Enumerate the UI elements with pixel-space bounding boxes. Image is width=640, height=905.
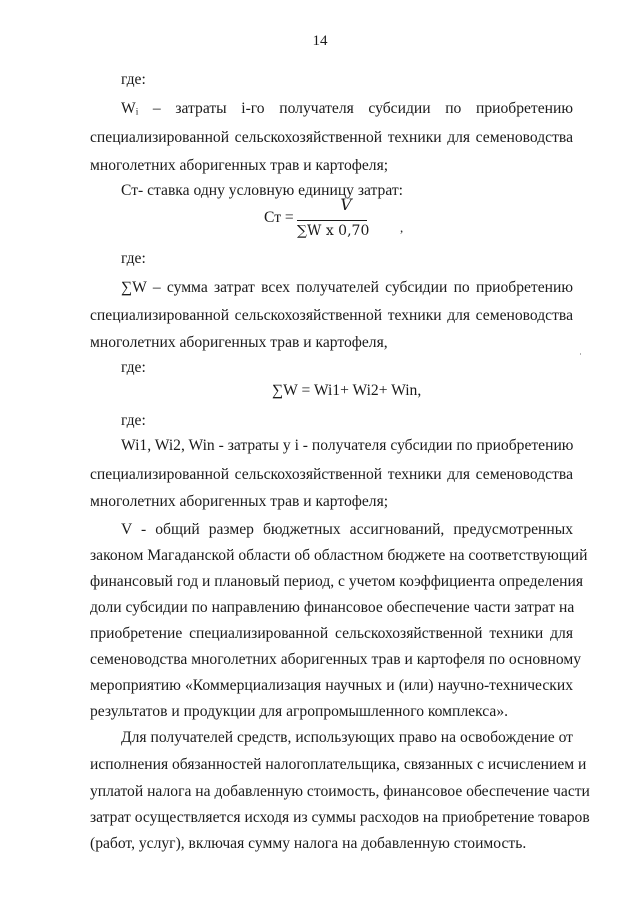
vat-paragraph-line-1: Для получателей средств, использующих право на освобождение от — [121, 729, 573, 746]
vat-paragraph-line-5: (работ, услуг), включая сумму налога на добавленную стоимость. — [90, 835, 527, 852]
ct-definition: Ст- ставка одну условную единицу затрат: — [121, 182, 404, 199]
v-definition-line-3: финансовый год и плановый период, с учетом коэффициента определения — [90, 573, 583, 590]
where-label: где: — [121, 412, 146, 429]
sum-formula: ∑W = Wi1+ Wi2+ Win, — [272, 382, 422, 399]
wi1-definition-line-3: многолетних аборигенных трав и картофеля; — [90, 493, 389, 510]
ct-formula-lhs: Ст = — [264, 209, 294, 226]
ct-formula-trailing: , — [400, 220, 404, 235]
vat-paragraph-line-4: затрат осуществляется исходя из суммы расходов на приобретение товаров — [90, 809, 590, 826]
where-label: где: — [121, 250, 146, 267]
fraction-bar — [297, 220, 367, 221]
scan-speck — [580, 353, 581, 355]
ct-formula-numerator: V — [340, 196, 352, 214]
v-definition-line-4: доли субсидии по направлению финансовое обеспечение части затрат на — [90, 599, 575, 616]
v-definition-line-8: результатов и продукции для агропромышленного комплекса». — [90, 703, 509, 720]
v-definition-line-7: мероприятию «Коммерциализация научных и (или) научно-технических — [90, 677, 573, 694]
ct-formula — [264, 196, 464, 244]
sumw-definition-line-3: многолетних аборигенных трав и картофеля, — [90, 334, 388, 351]
v-definition-line-1: V - общий размер бюджетных ассигнований, предусмотренных — [121, 521, 573, 538]
vat-paragraph-line-2: исполнения обязанностей налогоплательщика, связанных с исчислением и — [90, 756, 587, 773]
sumw-definition-line-2: специализированной сельскохозяйственной техники для семеноводства — [90, 307, 573, 324]
sumw-definition-line-1: ∑W – сумма затрат всех получателей субсидии по приобретению — [121, 279, 573, 296]
where-label: где: — [121, 71, 146, 88]
v-definition-line-5: приобретение специализированной сельскохозяйственной техники для — [90, 625, 573, 642]
wi-definition-line-3: многолетних аборигенных трав и картофеля; — [90, 157, 389, 174]
v-definition-line-6: семеноводства многолетних аборигенных трав и картофеля по основному — [90, 651, 582, 668]
vat-paragraph-line-3: уплатой налога на добавленную стоимость, финансовое обеспечение части — [90, 783, 590, 800]
page-number: 14 — [312, 33, 328, 49]
wi-definition-line-1: Wᵢ – затраты i-го получателя субсидии по приобретению — [121, 100, 573, 117]
v-definition-line-2: законом Магаданской области об областном бюджете на соответствующий — [90, 547, 588, 564]
where-label: где: — [121, 359, 146, 376]
wi1-definition-line-2: специализированной сельскохозяйственной техники для семеноводства — [90, 466, 573, 483]
wi-definition-line-2: специализированной сельскохозяйственной техники для семеноводства — [90, 129, 573, 146]
ct-formula-denominator: ∑W x 0,70 — [297, 223, 370, 239]
wi1-definition-line-1: Wi1, Wi2, Win - затраты у i - получателя субсидии по приобретению — [121, 437, 574, 454]
